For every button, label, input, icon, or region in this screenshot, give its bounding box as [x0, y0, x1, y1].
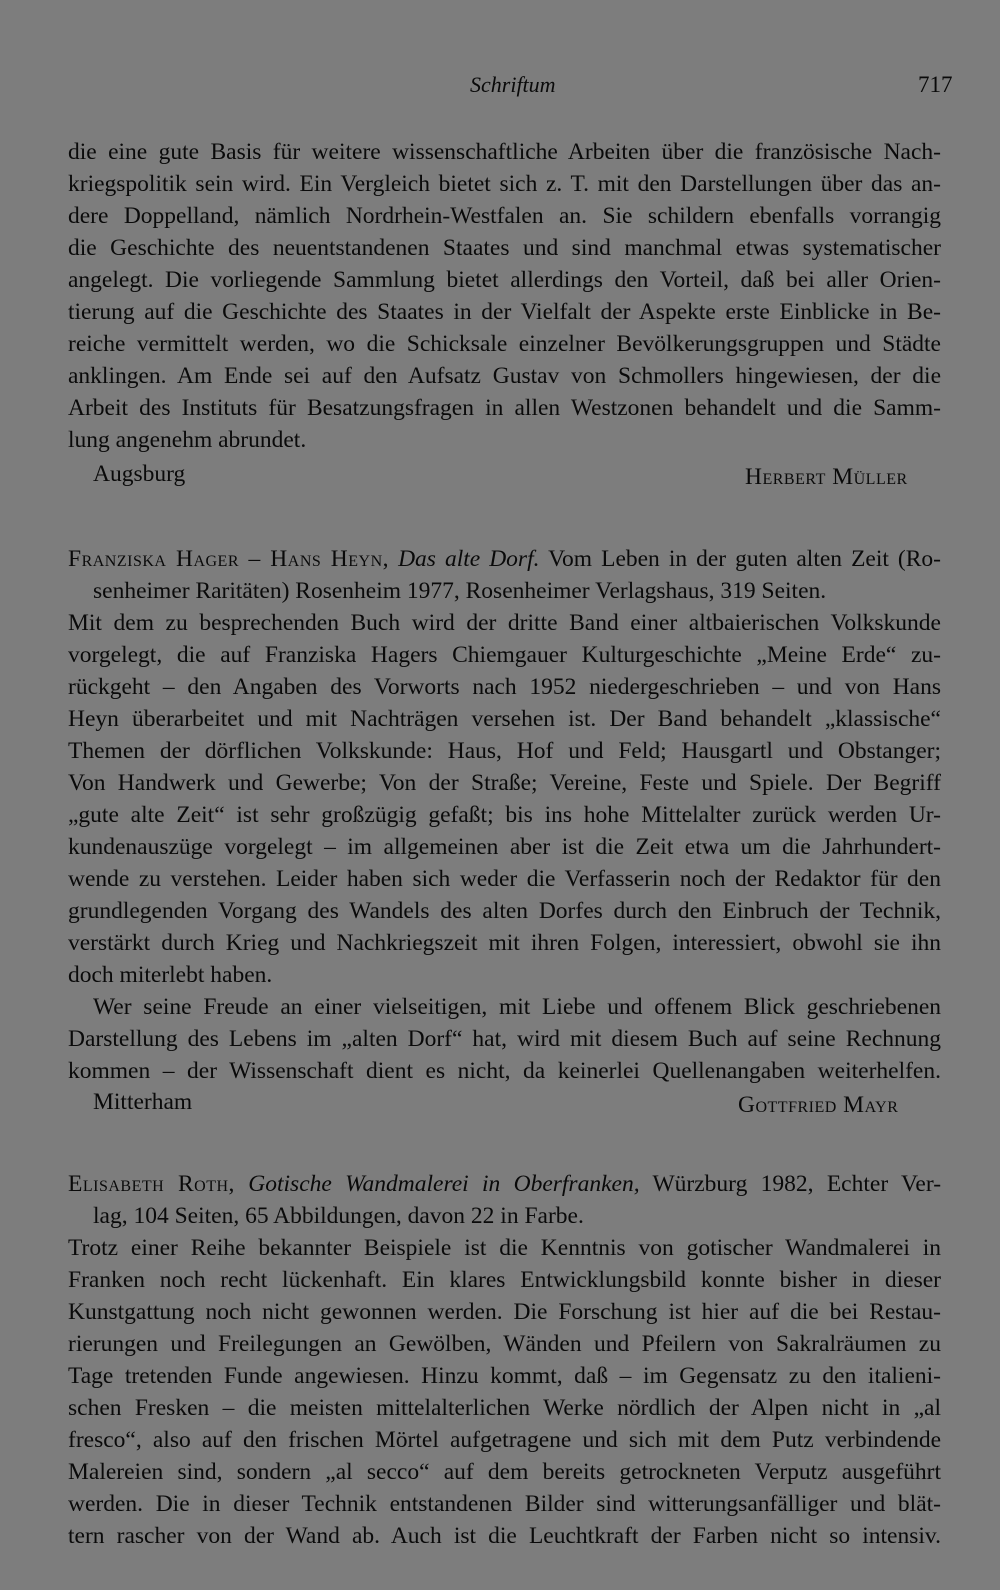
- text-line: Mit dem zu besprechenden Buch wird der dritte Band einer altbaierischen Volkskunde: [68, 610, 941, 636]
- text-line: Kunstgattung noch nicht gewonnen werden. Die Forschung ist hier auf die bei Restau-: [68, 1299, 941, 1325]
- text-line: rückgeht – den Angaben des Vorworts nach 1952 niedergeschrieben – und von Hans: [68, 674, 941, 700]
- text-line: Franken noch recht lückenhaft. Ein klares Entwicklungsbild konnte bisher in dieser: [68, 1267, 941, 1293]
- text-line: die Geschichte des neuentstandenen Staates und sind manchmal etwas systematischer: [68, 235, 941, 261]
- text-line: schen Fresken – die meisten mittelalterlichen Werke nördlich der Alpen nicht in „al: [68, 1395, 941, 1421]
- text-line: „gute alte Zeit“ ist sehr großzügig gefaßt; bis ins hohe Mittelalter zurück werden Ur-: [68, 802, 941, 828]
- reviewer-name: Herbert Müller: [745, 464, 908, 490]
- text-line: grundlegenden Vorgang des Wandels des alten Dorfes durch den Einbruch der Technik,: [68, 898, 941, 924]
- text-line: kundenauszüge vorgelegt – im allgemeinen aber ist die Zeit etwa um die Jahrhundert-: [68, 834, 941, 860]
- text-line: rierungen und Freilegungen an Gewölben, Wänden und Pfeilern von Sakralräumen zu: [68, 1331, 941, 1357]
- text-line: lung angenehm abrundet.: [68, 427, 307, 453]
- citation-details: Vom Leben in der guten alten Zeit (Ro-: [548, 546, 942, 572]
- text-line: Malereien sind, sondern „al secco“ auf dem bereits getrockneten Verputz ausgeführt: [68, 1459, 941, 1485]
- text-line: verstärkt durch Krieg und Nachkriegszeit mit ihren Folgen, interessiert, obwohl sie ihn: [68, 930, 941, 956]
- text-line: wende zu verstehen. Leider haben sich weder die Verfasserin noch der Redaktor für den: [68, 866, 941, 892]
- text-line: tern rascher von der Wand ab. Auch ist die Leuchtkraft der Farben nicht so intensiv.: [68, 1523, 941, 1549]
- text-line: reiche vermittelt werden, wo die Schicksale einzelner Bevölkerungsgruppen und Städte: [68, 331, 941, 357]
- review-place: Mitterham: [93, 1089, 193, 1115]
- text-line: tierung auf die Geschichte des Staates in der Vielfalt der Aspekte erste Einblicke in Be-: [68, 299, 941, 325]
- text-line: Tage tretenden Funde angewiesen. Hinzu kommt, daß – im Gegensatz zu den italieni-: [68, 1363, 941, 1389]
- text-line: werden. Die in dieser Technik entstandenen Bilder sind witterungsanfälliger und blät-: [68, 1491, 941, 1517]
- citation-line: senheimer Raritäten) Rosenheim 1977, Rosenheimer Verlagshaus, 319 Seiten.: [93, 578, 827, 604]
- reviewer-name: Gottfried Mayr: [738, 1092, 899, 1118]
- citation-line: [68, 1169, 941, 1199]
- citation-title: Gotische Wandmalerei in Oberfranken,: [248, 1171, 640, 1197]
- text-line: Heyn überarbeitet und mit Nachträgen versehen ist. Der Band behandelt „klassische“: [68, 706, 941, 732]
- citation-author: Elisabeth Roth,: [68, 1171, 235, 1197]
- text-line: kommen – der Wissenschaft dient es nicht, da keinerlei Quellenangaben weiterhelfen.: [68, 1058, 941, 1084]
- citation-authors: Franziska Hager – Hans Heyn,: [68, 546, 390, 572]
- page-number: 717: [918, 72, 953, 97]
- text-line: Arbeit des Instituts für Besatzungsfragen in allen Westzonen behandelt und die Samm-: [68, 395, 941, 421]
- text-line: angelegt. Die vorliegende Sammlung bietet allerdings den Vorteil, daß bei aller Orien-: [68, 267, 941, 293]
- text-line: Darstellung des Lebens im „alten Dorf“ hat, wird mit diesem Buch auf seine Rechnung: [68, 1026, 941, 1052]
- review-place: Augsburg: [93, 461, 186, 487]
- citation-line: lag, 104 Seiten, 65 Abbildungen, davon 22 in Farbe.: [93, 1203, 584, 1229]
- text-line: Wer seine Freude an einer vielseitigen, mit Liebe und offenem Blick geschriebenen: [93, 994, 941, 1020]
- text-line: fresco“, also auf den frischen Mörtel aufgetragene und sich mit dem Putz verbindende: [68, 1427, 941, 1453]
- citation-title: Das alte Dorf.: [398, 546, 540, 572]
- text-line: Von Handwerk und Gewerbe; Von der Straße; Vereine, Feste und Spiele. Der Begriff: [68, 770, 941, 796]
- text-line: dere Doppelland, nämlich Nordrhein-Westfalen an. Sie schildern ebenfalls vorrangig: [68, 203, 941, 229]
- citation-details: Würzburg 1982, Echter Ver-: [652, 1171, 942, 1197]
- text-line: kriegspolitik sein wird. Ein Vergleich bietet sich z. T. mit den Darstellungen über das an-: [68, 171, 941, 197]
- text-line: anklingen. Am Ende sei auf den Aufsatz Gustav von Schmollers hingewiesen, der die: [68, 363, 941, 389]
- text-line: die eine gute Basis für weitere wissenschaftliche Arbeiten über die französische Nach-: [68, 139, 941, 165]
- text-line: doch miterlebt haben.: [68, 962, 273, 988]
- text-line: Trotz einer Reihe bekannter Beispiele ist die Kenntnis von gotischer Wandmalerei in: [68, 1235, 941, 1261]
- text-line: Themen der dörflichen Volkskunde: Haus, Hof und Feld; Hausgartl und Obstanger;: [68, 738, 941, 764]
- text-line: vorgelegt, die auf Franziska Hagers Chiemgauer Kulturgeschichte „Meine Erde“ zu-: [68, 642, 941, 668]
- running-head: Schriftum: [470, 72, 556, 97]
- citation-line: [68, 544, 941, 574]
